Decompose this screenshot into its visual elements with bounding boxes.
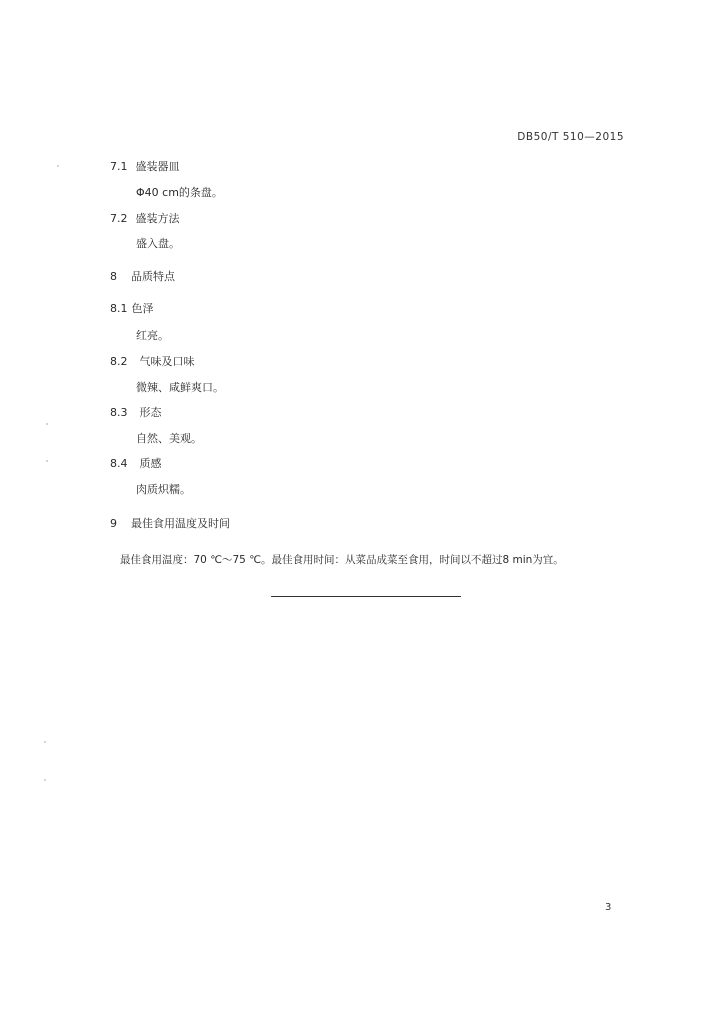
section-number: 9: [110, 517, 117, 530]
scan-speck: [57, 165, 59, 167]
scan-speck: [46, 460, 48, 462]
end-divider: [271, 596, 461, 597]
section-title: 品质特点: [131, 270, 175, 283]
section-number: 8.1: [110, 302, 128, 315]
section-8-1-body: 红亮。: [136, 329, 169, 342]
section-number: 8.2: [110, 355, 128, 368]
section-number: 7.1: [110, 160, 128, 173]
section-title: 盛装器皿: [135, 160, 180, 173]
section-7-1-body: Φ40 cm的条盘。: [136, 186, 223, 199]
section-title: 盛装方法: [135, 212, 180, 225]
section-title: 质感: [139, 457, 162, 470]
section-8-3-body: 自然、美观。: [136, 432, 202, 445]
page-number: 3: [605, 902, 612, 913]
section-8-3-heading: [110, 404, 162, 420]
section-9-body: 最佳食用温度：70 ℃～75 ℃。最佳食用时间：从菜品成菜至食用，时间以不超过8 min为宜。: [120, 554, 564, 566]
section-number: 7.2: [110, 212, 128, 225]
section-8-2-heading: [110, 353, 195, 369]
scan-speck: [44, 779, 46, 781]
section-8-1-heading: [110, 300, 154, 316]
section-title: 色泽: [131, 302, 154, 315]
section-title: 气味及口味: [139, 355, 195, 368]
scan-speck: [46, 423, 48, 425]
section-number: 8.4: [110, 457, 128, 470]
section-7-2-heading: [110, 210, 180, 226]
section-7-1-heading: [110, 158, 180, 174]
section-8-2-body: 微辣、咸鲜爽口。: [136, 381, 224, 394]
section-number: 8: [110, 270, 117, 283]
section-title: 最佳食用温度及时间: [131, 517, 230, 530]
scan-speck: [44, 741, 46, 743]
section-number: 8.3: [110, 406, 128, 419]
section-title: 形态: [139, 406, 162, 419]
section-8-4-heading: [110, 455, 162, 471]
section-7-2-body: 盛入盘。: [136, 237, 180, 250]
section-9-heading: [110, 515, 230, 531]
document-number: DB50/T 510—2015: [517, 131, 624, 143]
section-8-4-body: 肉质炽糯。: [136, 483, 191, 496]
section-8-heading: [110, 268, 175, 284]
